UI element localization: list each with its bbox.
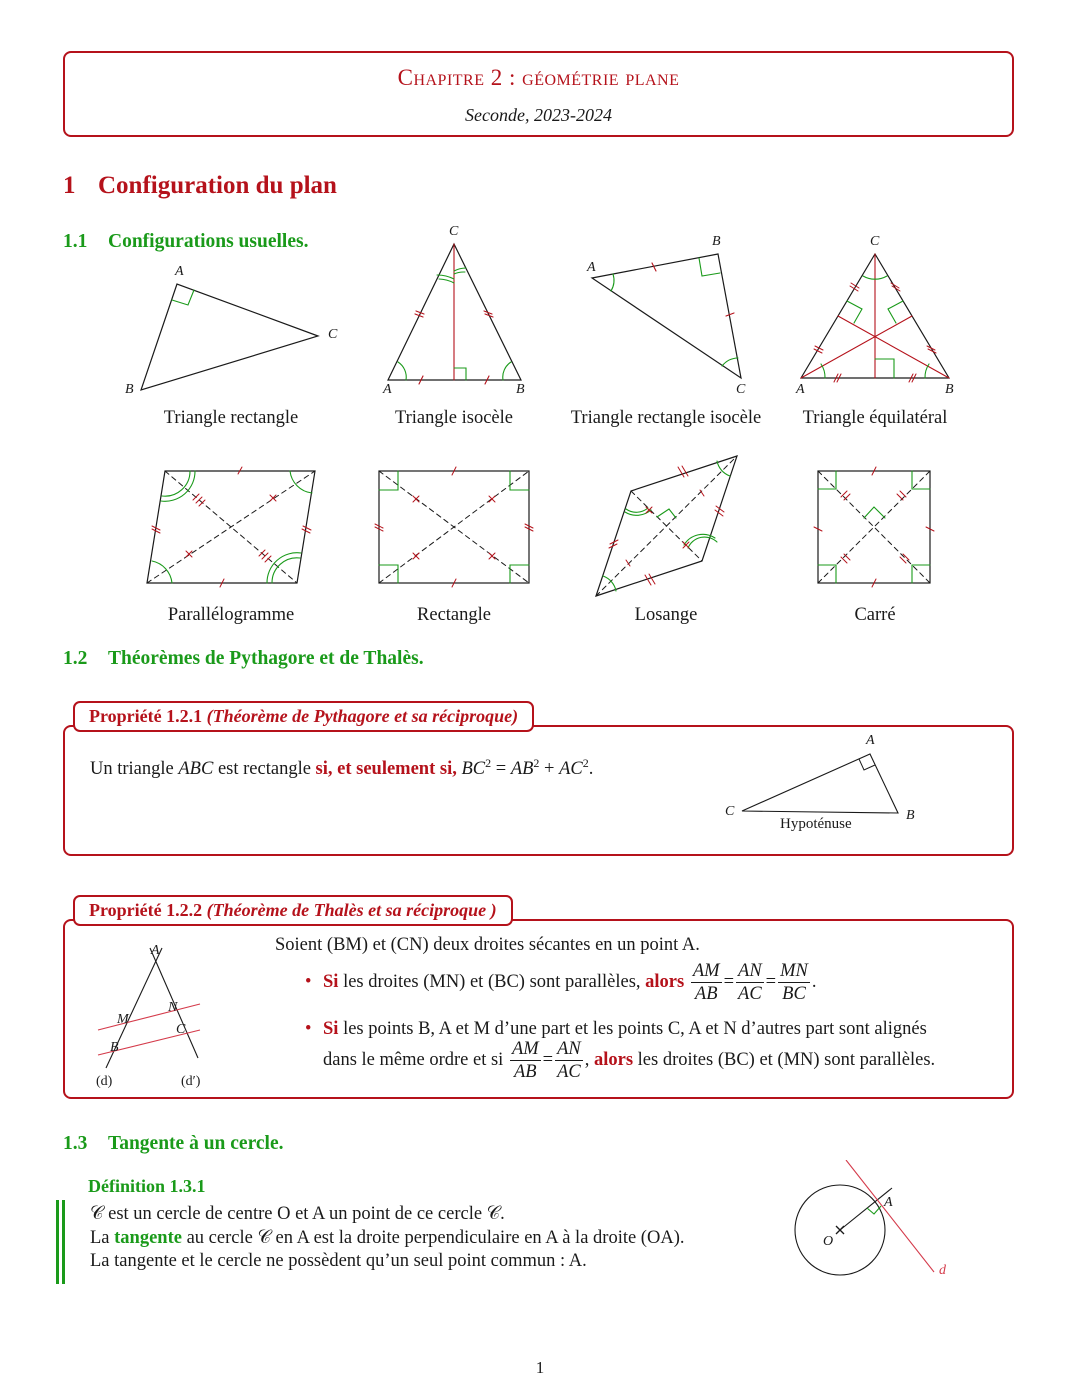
tangent-line bbox=[846, 1160, 934, 1272]
emphasis-text: Si bbox=[323, 1019, 339, 1039]
emphasis-text: alors bbox=[593, 1049, 634, 1070]
text: dans le même ordre et si bbox=[323, 1049, 508, 1070]
vertex-label: C bbox=[725, 804, 735, 819]
tangent-figure bbox=[780, 1160, 960, 1290]
subsection-heading-1-3 bbox=[63, 1133, 284, 1155]
math-triangle: ABC bbox=[178, 759, 214, 780]
numerator: AN bbox=[557, 1039, 581, 1059]
emphasis-text: Si bbox=[323, 971, 339, 992]
property-label: Propriété 1.2.2 bbox=[89, 900, 203, 920]
triangle-shape bbox=[742, 754, 898, 813]
denominator: BC bbox=[782, 984, 806, 1004]
chapter-subtitle: Seconde, 2023-2024 bbox=[465, 105, 612, 125]
fraction bbox=[778, 960, 810, 1005]
triangle-shape bbox=[141, 284, 318, 390]
vertex-label: A bbox=[866, 733, 875, 748]
vertex-label: A bbox=[175, 264, 184, 279]
caption-losange: Losange bbox=[634, 605, 698, 625]
vertex-label: B bbox=[125, 382, 134, 397]
subsection-number: 1.3 bbox=[63, 1133, 88, 1154]
fraction bbox=[691, 960, 722, 1005]
point-label: O bbox=[823, 1234, 834, 1249]
text: Un triangle bbox=[90, 759, 179, 780]
denominator: AB bbox=[694, 984, 718, 1004]
vertex-label: B bbox=[516, 382, 525, 397]
figure-rectangle bbox=[375, 467, 533, 587]
caption-triangle-isocele: Triangle isocèle bbox=[394, 408, 513, 428]
numerator: AM bbox=[511, 1039, 539, 1059]
figure-losange bbox=[596, 456, 737, 596]
vertex-label: A bbox=[796, 382, 805, 397]
caption-triangle-equilateral: Triangle équilatéral bbox=[802, 408, 948, 428]
subsection-number: 1.1 bbox=[63, 231, 88, 252]
angle-mark bbox=[398, 362, 406, 380]
emphasis-text: alors bbox=[645, 971, 685, 992]
thales-bullet-1: • Si les droites (MN) et (BC) sont parallèles, alors $\frac{AM}{AB}$ = $\frac{AN}{AC}$ = $\frac{MN}{BC}$ . bbox=[305, 961, 817, 1004]
caption-triangle-rectangle-isocele: Triangle rectangle isocèle bbox=[570, 408, 762, 428]
numerator: MN bbox=[780, 961, 808, 981]
definition-bar bbox=[62, 1200, 65, 1284]
diagonals bbox=[379, 471, 529, 583]
emphasis-text: tangente bbox=[114, 1228, 182, 1248]
math-term: AC bbox=[559, 759, 583, 780]
math-term: AB bbox=[510, 759, 534, 780]
text: = bbox=[491, 759, 511, 780]
subsection-heading-1-2 bbox=[63, 648, 424, 670]
vertex-label: A bbox=[587, 260, 596, 275]
caption-triangle-rectangle: Triangle rectangle bbox=[163, 408, 299, 428]
thales-bullet-2-line-2: dans le même ordre et si $\frac{AM}{AB}$ = $\frac{AN}{AC}$ , alors les droites (BC) et (MN) sont parallèles. bbox=[323, 1039, 936, 1082]
thales-figure bbox=[90, 940, 230, 1090]
right-angle-mark bbox=[454, 368, 466, 380]
subsection-title: Tangente à un cercle. bbox=[108, 1133, 284, 1154]
point-label: M bbox=[117, 1012, 129, 1027]
vertex-label: C bbox=[449, 224, 459, 239]
bullet-icon: • bbox=[305, 1019, 312, 1039]
caption-parallelogramme: Parallélogramme bbox=[167, 605, 295, 625]
property-label: Propriété 1.2.1 bbox=[89, 706, 203, 726]
pythagore-figure bbox=[700, 725, 960, 855]
vertex-label: C bbox=[736, 382, 746, 397]
exponent: 2 bbox=[533, 756, 540, 770]
figure-parallelogramme bbox=[147, 467, 315, 587]
exponent: 2 bbox=[582, 756, 589, 770]
right-angle-mark bbox=[172, 290, 194, 305]
line-label: (d′) bbox=[181, 1074, 201, 1089]
fraction bbox=[736, 960, 764, 1005]
denominator: AC bbox=[738, 984, 762, 1004]
vertex-label: C bbox=[870, 234, 880, 249]
right-angle-mark bbox=[699, 258, 720, 276]
text: les points B, A et M d’une part et les points C, A et N d’autres part sont alignés bbox=[338, 1019, 927, 1039]
bullet-icon: • bbox=[305, 971, 312, 992]
point-label: A bbox=[151, 943, 160, 958]
triangle-shape bbox=[592, 254, 741, 378]
point-label: C bbox=[176, 1022, 186, 1037]
center-cross-icon bbox=[836, 1226, 844, 1234]
emphasis-text: si, et seulement si, bbox=[315, 759, 457, 780]
right-angle-mark bbox=[657, 509, 676, 518]
property-title-pythagore bbox=[73, 701, 534, 732]
figure-carre bbox=[814, 467, 934, 587]
diagonals bbox=[818, 471, 930, 583]
numerator: AN bbox=[738, 961, 762, 981]
text: les droites (MN) et (BC) sont parallèles, bbox=[338, 971, 646, 992]
vertex-label: B bbox=[712, 234, 721, 249]
point-label: A bbox=[884, 1195, 893, 1210]
angle-mark bbox=[611, 274, 614, 291]
angle-mark bbox=[454, 268, 466, 271]
text: La bbox=[90, 1228, 115, 1248]
math-term: BC bbox=[461, 759, 486, 780]
denominator: AB bbox=[513, 1062, 537, 1082]
figure-triangle-equilateral bbox=[801, 254, 949, 382]
vertex-label: B bbox=[945, 382, 954, 397]
caption-carre: Carré bbox=[854, 605, 896, 625]
pythagore-statement bbox=[90, 756, 593, 780]
angle-mark bbox=[722, 358, 738, 366]
property-title-thales bbox=[73, 895, 513, 926]
text: + bbox=[539, 759, 560, 780]
definition-line-1: 𝒞 est un cercle de centre O et A un point de ce cercle 𝒞. bbox=[90, 1204, 505, 1224]
subsection-number: 1.2 bbox=[63, 648, 88, 669]
angle-marks bbox=[152, 471, 312, 583]
point-label: B bbox=[110, 1040, 119, 1055]
definition-bar bbox=[56, 1200, 59, 1284]
figure-triangle-rectangle-isocele bbox=[592, 254, 741, 378]
text: au cercle 𝒞 en A est la droite perpendiculaire en A à la droite (OA). bbox=[181, 1228, 685, 1248]
point-label: N bbox=[168, 1000, 178, 1015]
vertex-label: A bbox=[383, 382, 392, 397]
line-label: (d) bbox=[96, 1074, 113, 1089]
thales-bullet-2-line-1 bbox=[305, 1019, 927, 1040]
chapter-title: Chapitre 2 : géométrie plane bbox=[397, 65, 680, 90]
property-name: (Théorème de Pythagore et sa réciproque) bbox=[206, 706, 519, 726]
text: les droites (BC) et (MN) sont parallèles. bbox=[633, 1049, 936, 1070]
caption-rectangle: Rectangle bbox=[417, 605, 491, 625]
exponent: 2 bbox=[485, 756, 492, 770]
figures-svg bbox=[0, 0, 1080, 640]
subsection-title: Théorèmes de Pythagore et de Thalès. bbox=[108, 648, 424, 669]
angle-mark bbox=[437, 275, 454, 279]
angle-mark bbox=[503, 362, 511, 380]
text: est rectangle bbox=[213, 759, 316, 780]
definition-line-3: La tangente et le cercle ne possèdent qu’un seul point commun : A. bbox=[90, 1251, 587, 1271]
text: . bbox=[588, 759, 594, 780]
page-number: 1 bbox=[535, 1358, 545, 1377]
numerator: AM bbox=[692, 961, 720, 981]
definition-label: Définition 1.3.1 bbox=[88, 1176, 206, 1196]
angle-mark bbox=[439, 279, 454, 283]
hypotenuse-label: Hypoténuse bbox=[780, 816, 852, 832]
diagonals bbox=[147, 471, 315, 583]
section-title: Configuration du plan bbox=[98, 172, 337, 199]
fraction bbox=[555, 1038, 583, 1083]
section-number: 1 bbox=[63, 172, 76, 199]
vertex-label: B bbox=[906, 808, 915, 823]
definition-line-2 bbox=[90, 1227, 684, 1249]
denominator: AC bbox=[557, 1062, 581, 1082]
figure-triangle-isocele bbox=[388, 244, 521, 384]
angle-mark bbox=[454, 272, 465, 274]
fraction bbox=[510, 1038, 541, 1083]
text: . bbox=[811, 971, 817, 992]
line-label: d bbox=[939, 1263, 946, 1278]
vertex-label: C bbox=[328, 327, 338, 342]
figure-triangle-rectangle bbox=[141, 284, 318, 390]
property-name: (Théorème de Thalès et sa réciproque ) bbox=[206, 900, 497, 920]
thales-intro: Soient (BM) et (CN) deux droites sécantes en un point A. bbox=[275, 935, 700, 955]
diagonals bbox=[596, 456, 737, 596]
subsection-title: Configurations usuelles. bbox=[108, 231, 309, 252]
